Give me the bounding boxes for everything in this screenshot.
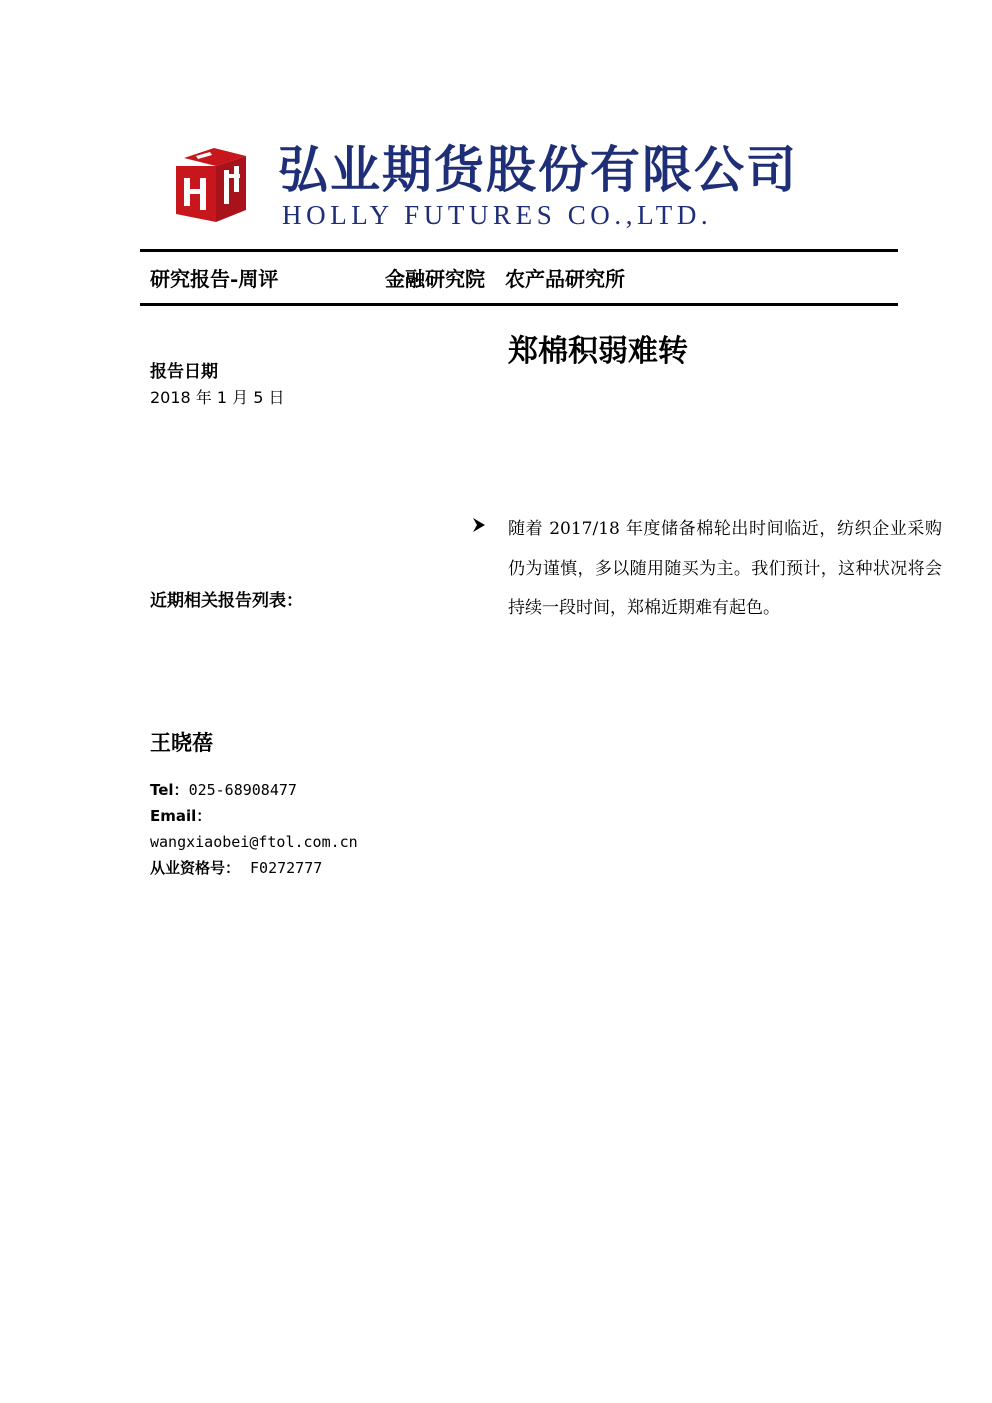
license-value: F0272777 (250, 859, 323, 877)
email-row (150, 829, 358, 855)
header-bottom-rule (140, 303, 898, 306)
license-label: 从业资格号： (150, 859, 241, 877)
header-top-rule (140, 249, 898, 252)
summary-text: 随着 2017/18 年度储备棉轮出时间临近，纺织企业采购仍为谨慎，多以随用随买为主。我们预计，这种状况将会持续一段时间，郑棉近期难有起色。 (508, 519, 942, 618)
report-date-value: 2018 年 1 月 5 日 (150, 388, 285, 407)
related-reports-label: 近期相关报告列表： (150, 591, 303, 611)
author-contact (150, 777, 358, 881)
email-label: Email： (150, 807, 212, 825)
holly-cube-logo-icon (170, 144, 250, 224)
report-type: 研究报告-周评 (150, 267, 279, 291)
institute-names: 金融研究院 农产品研究所 (385, 267, 625, 291)
license-row (150, 855, 358, 881)
company-name-cn: 弘业期货股份有限公司 (278, 140, 798, 199)
tel-label: Tel： (150, 781, 189, 799)
company-logo (170, 140, 830, 230)
summary-bullet (472, 510, 942, 629)
email-label-row (150, 803, 358, 829)
arrow-bullet-icon (472, 516, 486, 534)
report-title: 郑棉积弱难转 (508, 334, 688, 369)
company-name-en: HOLLY FUTURES CO.,LTD. (282, 200, 713, 230)
author-name: 王晓蓓 (150, 730, 213, 755)
report-date-label: 报告日期 (150, 362, 218, 382)
tel-row (150, 777, 358, 803)
tel-value: 025-68908477 (188, 781, 297, 799)
email-value[interactable]: wangxiaobei@ftol.com.cn (150, 833, 358, 851)
